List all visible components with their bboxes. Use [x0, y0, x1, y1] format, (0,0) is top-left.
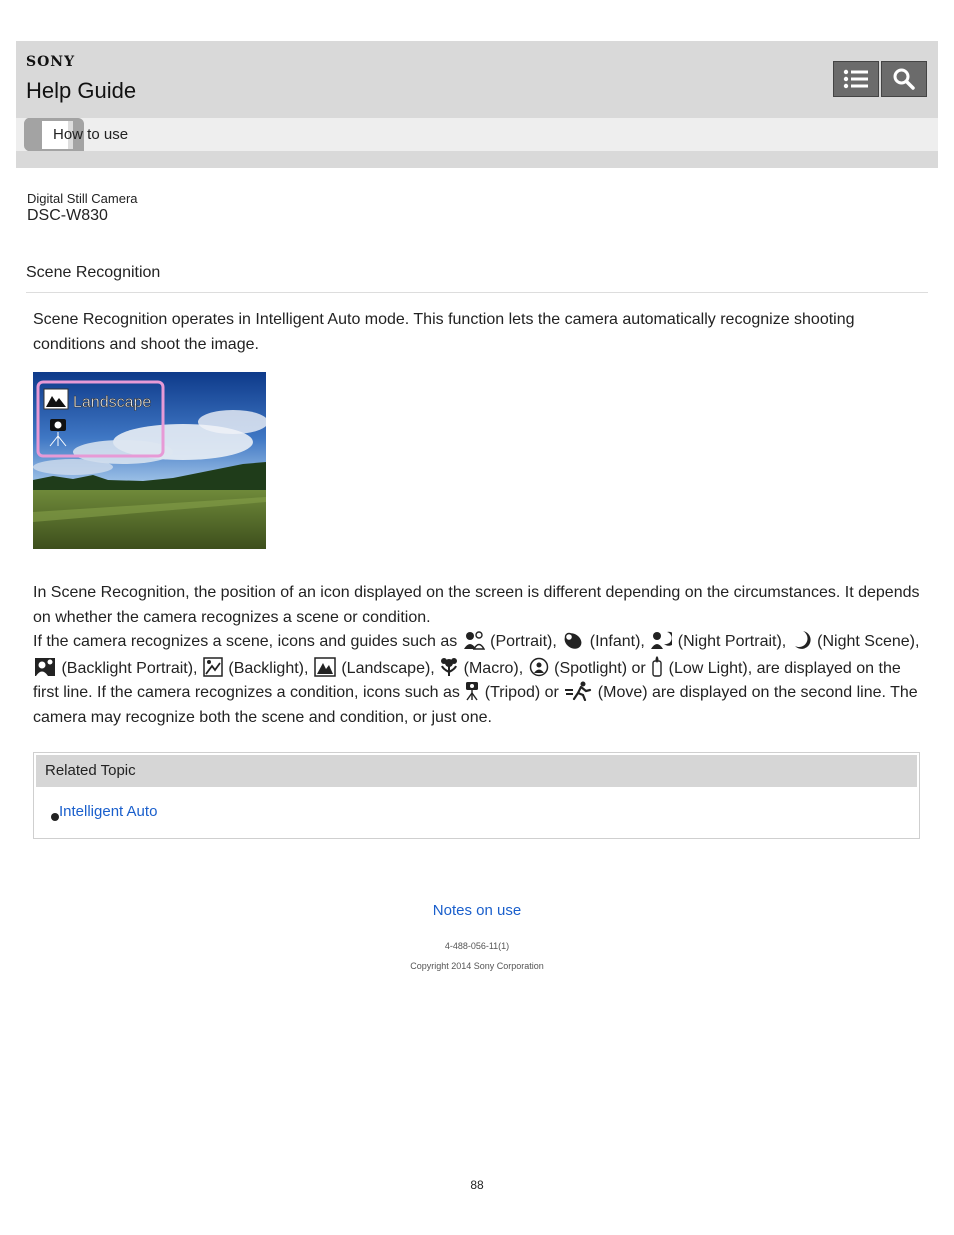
related-topic-box	[33, 752, 920, 839]
spotlight-icon	[529, 657, 549, 677]
description-paragraph	[33, 581, 923, 730]
night-scene-icon	[792, 630, 812, 650]
night-portrait-icon	[650, 630, 672, 650]
section-bar	[16, 118, 938, 151]
tripod-icon	[465, 681, 479, 701]
low-light-icon	[651, 655, 663, 677]
copyright: Copyright 2014 Sony Corporation	[410, 961, 544, 971]
product-model: DSC-W830	[27, 207, 108, 224]
infant-icon	[562, 630, 584, 650]
page-title: Scene Recognition	[26, 264, 161, 281]
related-link-intelligent-auto[interactable]	[51, 803, 157, 820]
notes-on-use-link[interactable]: Notes on use	[432, 902, 522, 919]
description-text: (Macro),	[463, 659, 524, 677]
related-link-label[interactable]: Intelligent Auto	[59, 803, 158, 820]
backlight-portrait-icon	[34, 657, 56, 677]
list-icon	[843, 69, 869, 89]
description-text: If the camera recognizes a scene, icons and guides such as	[33, 633, 458, 650]
page-number: 88	[470, 1178, 484, 1192]
section-label[interactable]: How to use	[53, 126, 129, 143]
backlight-icon	[203, 657, 223, 677]
description-text: (Portrait),	[490, 633, 557, 650]
help-guide-title: Help Guide	[26, 78, 137, 103]
search-button[interactable]	[881, 61, 927, 97]
header	[16, 41, 938, 168]
description-text: (Low Light), are displayed on the first line. If the camera recognizes a condition, icons such as	[33, 659, 901, 701]
sony-logo: SONY	[26, 54, 76, 70]
intro-paragraph: Scene Recognition operates in Intelligent Auto mode. This function lets the camera automatically recognize shooting conditions and shoot the image.	[33, 311, 855, 353]
description-text: (Spotlight) or	[554, 659, 646, 677]
description-text: (Night Scene),	[817, 633, 920, 650]
search-icon	[892, 67, 916, 91]
related-topic-heading: Related Topic	[36, 755, 917, 787]
scene-label: Landscape	[73, 394, 152, 411]
document-code: 4-488-056-11(1)	[444, 941, 510, 951]
move-icon	[564, 681, 592, 701]
table-of-contents-button[interactable]	[833, 61, 879, 97]
description-text: (Night Portrait),	[677, 633, 787, 650]
title-divider	[26, 292, 928, 293]
description-text: In Scene Recognition, the position of an icon displayed on the screen is different depending on the circumstances. It depends on whether the camera recognizes a scene or condition.	[33, 584, 920, 626]
bullet-icon	[51, 813, 59, 821]
description-text: (Backlight),	[228, 659, 309, 677]
description-text: (Landscape),	[341, 659, 435, 677]
description-text: (Tripod) or	[484, 684, 559, 701]
description-text: (Move) are displayed on the second line. The camera may recognize both the scene and condition, or just one.	[33, 684, 918, 726]
landscape-icon	[314, 657, 336, 677]
macro-icon	[440, 657, 458, 677]
description-text: (Backlight Portrait),	[61, 659, 198, 677]
scene-recognition-screen-image	[33, 372, 266, 549]
product-type: Digital Still Camera	[27, 191, 138, 206]
description-text: (Infant),	[589, 633, 645, 650]
portrait-icon	[463, 630, 485, 650]
